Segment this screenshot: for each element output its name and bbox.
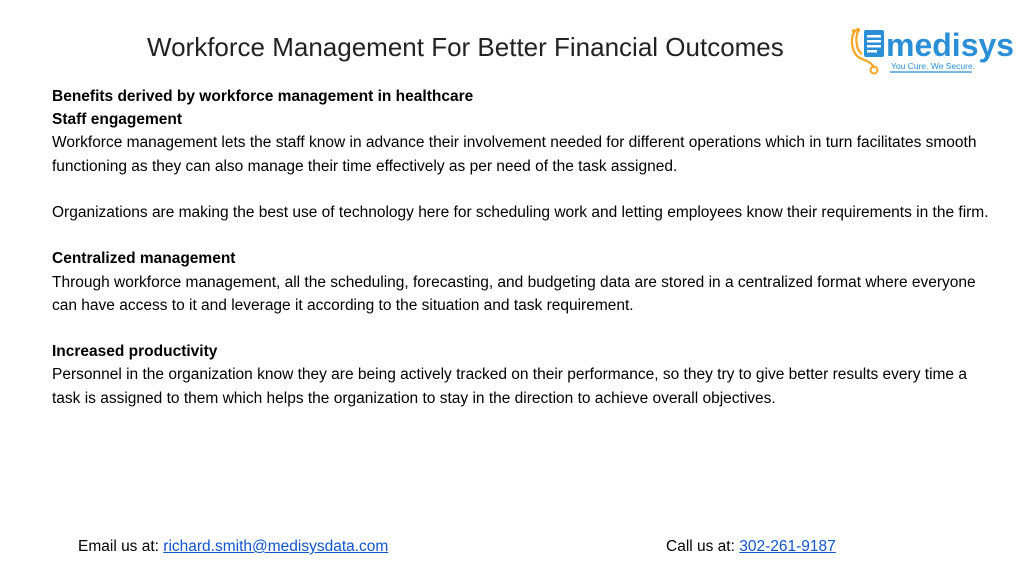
logo-tagline: You Cure. We Secure. bbox=[891, 61, 976, 71]
section-title-centralized-management: Centralized management bbox=[52, 250, 236, 268]
email-label: Email us at: bbox=[78, 538, 164, 555]
section-title-increased-productivity: Increased productivity bbox=[52, 343, 218, 361]
footer-phone bbox=[666, 538, 836, 556]
phone-link[interactable]: 302-261-9187 bbox=[739, 538, 836, 555]
paragraph-centralized-management: Through workforce management, all the scheduling, forecasting, and budgeting data are stored in a centralized format where everyone can have access to it and leverage it according to the situation and task requirement. bbox=[52, 273, 976, 314]
footer-email bbox=[78, 538, 388, 556]
logo-wordmark: medisys bbox=[886, 27, 1014, 63]
email-link[interactable]: richard.smith@medisysdata.com bbox=[163, 538, 389, 555]
paragraph-staff-engagement: Workforce management lets the staff know in advance their involvement needed for different operations which in turn facilitates smooth functioning as they can also manage their time effectively as per need of the task assigned. bbox=[52, 134, 977, 175]
page-title: Workforce Management For Better Financial Outcomes bbox=[147, 32, 784, 62]
stethoscope-document-icon bbox=[852, 28, 884, 74]
paragraph-increased-productivity: Personnel in the organization know they are being actively tracked on their performance, so they try to give better results every time a task is assigned to them which helps the organization to stay in the direction to achieve overall objectives. bbox=[52, 366, 967, 407]
section-title-staff-engagement: Staff engagement bbox=[52, 111, 183, 129]
phone-label: Call us at: bbox=[666, 538, 740, 555]
paragraph-technology-scheduling: Organizations are making the best use of technology here for scheduling work and letting employees know their requirements in the firm. bbox=[52, 204, 989, 221]
medisys-logo bbox=[846, 26, 1014, 76]
content-heading: Benefits derived by workforce management in healthcare bbox=[52, 88, 474, 105]
main-content bbox=[52, 85, 992, 410]
